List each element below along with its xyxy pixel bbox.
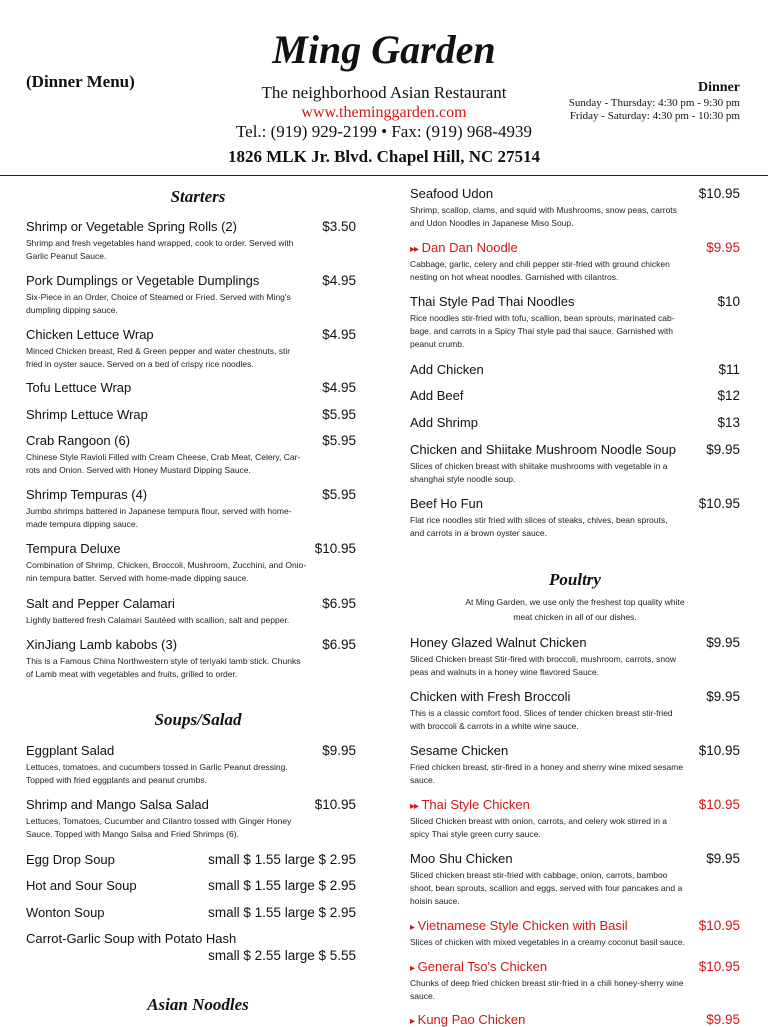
menu-item-price: $3.50 (322, 219, 356, 234)
poultry-heading: Poultry (549, 570, 601, 589)
menu-item-price: $9.95 (706, 240, 740, 255)
menu-item-price: $12 (717, 388, 740, 403)
menu-item-name-spicy: ▸▸ Dan Dan Noodle (410, 240, 518, 255)
menu-item-desc: Cabbage, garlic, celery and chili pepper stir-fried with ground chicken (410, 259, 670, 269)
menu-item-name-spicy: ▸ Vietnamese Style Chicken with Basil (410, 918, 628, 933)
menu-item-desc: Minced Chicken breast, Red & Green pepper and water chestnuts, stir (26, 346, 291, 356)
menu-item-price: $10.95 (698, 496, 740, 511)
menu-item-desc: dumpling dipping sauce. (26, 305, 118, 315)
menu-item-price: small $ 1.55 large $ 2.95 (208, 878, 356, 893)
menu-item-name: Add Beef (410, 388, 464, 403)
menu-item-price: $10.95 (698, 797, 740, 812)
menu-item-name: Sesame Chicken (410, 743, 509, 758)
spicy-chili-icon: ▸ (410, 963, 415, 974)
menu-item-desc: Sliced Chicken breast with onion, carrots, and celery wok stirred in a (410, 816, 668, 826)
menu-item-price: $9.95 (706, 1012, 740, 1027)
menu-item-name: Carrot-Garlic Soup with Potato Hash (26, 931, 237, 946)
menu-item-desc: Slices of chicken breast with shiitake mushrooms with vegetable in a (410, 461, 668, 471)
menu-item-desc: fried in oyster sauce. Served on a bed of crispy rice noodles. (26, 359, 254, 369)
menu-item-desc: made tempura dipping sauce. (26, 519, 138, 529)
menu-item-name: Hot and Sour Soup (26, 878, 137, 893)
hours-title: Dinner (698, 80, 740, 95)
menu-item-desc: Topped with fried eggplants and peanut crumbs. (26, 775, 207, 785)
poultry-note: At Ming Garden, we use only the freshest top quality white (465, 597, 685, 607)
menu-item-price: $4.95 (322, 380, 356, 395)
menu-item-price: $10.95 (698, 918, 740, 933)
menu-label: (Dinner Menu) (26, 72, 135, 91)
menu-item-desc: with broccoli & carrots in a white wine sauce. (410, 721, 579, 731)
menu-item-price: $10.95 (698, 186, 740, 201)
menu-item-name: Moo Shu Chicken (410, 851, 513, 866)
menu-item-name: Eggplant Salad (26, 743, 115, 758)
menu-item-price: $11 (718, 362, 740, 377)
menu-item-name: Seafood Udon (410, 186, 494, 201)
menu-item-desc: hoisin sauce. (410, 896, 460, 906)
menu-item-desc: and carrots in a brown oyster sauce. (410, 528, 548, 538)
menu-item-desc: Sliced Chicken breast Stir-fired with broccoli, mushroom, carrots, snow (410, 654, 676, 664)
menu-item-desc: rots and Onion. Served with Honey Mustard Dipping Sauce. (26, 465, 251, 475)
restaurant-title: Ming Garden (272, 27, 496, 72)
menu-item-name: Pork Dumplings or Vegetable Dumplings (26, 273, 260, 288)
phone-fax: Tel.: (919) 929-2199 • Fax: (919) 968-4939 (235, 122, 533, 141)
menu-item-price: $10.95 (314, 541, 356, 556)
menu-item-name: Shrimp and Mango Salsa Salad (26, 797, 209, 812)
menu-item-price: $10.95 (698, 959, 740, 974)
menu-item-desc: Shrimp and fresh vegetables hand wrapped, cook to order. Served with (26, 238, 294, 248)
menu-item-name-spicy: ▸▸ Thai Style Chicken (410, 797, 530, 812)
menu-item-price: $5.95 (322, 407, 356, 422)
menu-item-desc: spicy Thai style green curry sauce. (410, 829, 541, 839)
menu-item-desc: Fried chicken breast, stir-fired in a honey and sherry wine mixed sesame (410, 762, 684, 772)
menu-item-desc: Combination of Shrimp, Chicken, Broccoli, Mushroom, Zucchini, and Onio- (26, 560, 307, 570)
soups-salad-heading: Soups/Salad (154, 710, 242, 729)
menu-item-desc: and Udon Noodles in Japanese Miso Soup. (410, 218, 574, 228)
spicy-chili-icon: ▸ (410, 922, 415, 933)
menu-item-desc: shanghai style noodle soup. (410, 474, 516, 484)
menu-item-desc: nesting on hot wheat noodles. Garnished with cilantros. (410, 272, 619, 282)
hours-weekday: Sunday - Thursday: 4:30 pm - 9:30 pm (568, 97, 740, 109)
menu-item-desc: sauce. (410, 991, 436, 1001)
tagline: The neighborhood Asian Restaurant (261, 83, 507, 102)
menu-item-name-spicy: ▸ Kung Pao Chicken (410, 1012, 526, 1027)
menu-item-desc: peas and walnuts in a honey wine flavored Sauce. (410, 667, 600, 677)
spicy-chili-icon: ▸▸ (410, 801, 419, 812)
menu-item-price: $13 (717, 415, 740, 430)
menu-item-name: Shrimp Lettuce Wrap (26, 407, 148, 422)
menu-item-desc: Six-Piece in an Order, Choice of Steamed or Fried. Served with Ming's (26, 292, 291, 302)
menu-item-price: small $ 1.55 large $ 2.95 (208, 905, 356, 920)
menu-item-desc: of Lamb meat with vegetables and fruits, grilled to order. (26, 669, 238, 679)
menu-item-price: $6.95 (322, 637, 356, 652)
menu-item-name: Add Chicken (410, 362, 484, 377)
menu-item-desc: This is a Famous China Northwestern style of teriyaki lamb stick. Chunks (26, 656, 301, 666)
menu-item-price: $5.95 (322, 433, 356, 448)
menu-item-price: $10 (717, 294, 740, 309)
menu-item-price: $9.95 (706, 851, 740, 866)
menu-item-desc: Flat rice noodles stir fried with slices of steaks, chives, bean sprouts, (410, 515, 668, 525)
hours-weekend: Friday - Saturday: 4:30 pm - 10:30 pm (569, 110, 740, 122)
menu-item-price: $9.95 (706, 689, 740, 704)
spicy-chili-icon: ▸▸ (410, 244, 419, 255)
menu-item-desc: Chinese Style Ravioli Filled with Cream Cheese, Crab Meat, Celery, Car- (26, 452, 301, 462)
menu-item-desc: Sliced chicken breast stir-fried with cabbage, onion, carrots, bamboo (410, 870, 668, 880)
menu-item-price: $10.95 (698, 743, 740, 758)
menu-item-desc: Lettuces, tomatoes, and cucumbers tossed in Garlic Peanut dressing. (26, 762, 288, 772)
menu-item-price: $10.95 (314, 797, 356, 812)
menu-item-price: small $ 1.55 large $ 2.95 (208, 852, 356, 867)
menu-item-price: $9.95 (706, 635, 740, 650)
menu-item-price: $4.95 (322, 273, 356, 288)
menu-item-name: Tofu Lettuce Wrap (26, 380, 132, 395)
menu-item-price: $5.95 (322, 487, 356, 502)
menu-item-desc: shoot, bean sprouts, scallion and eggs, served with four pancakes and a (410, 883, 683, 893)
menu-item-name: Salt and Pepper Calamari (26, 596, 175, 611)
asian-noodles-heading: Asian Noodles (147, 995, 249, 1014)
menu-item-desc: bage, and carrots in a Spicy Thai style pad thai sauce. Garnished with (410, 326, 674, 336)
menu-item-desc: sauce. (410, 775, 436, 785)
menu-item-name: Beef Ho Fun (410, 496, 483, 511)
menu-item-name: Egg Drop Soup (26, 852, 115, 867)
header-divider (0, 175, 768, 176)
menu-item-name: Thai Style Pad Thai Noodles (410, 294, 575, 309)
menu-item-price: small $ 2.55 large $ 5.55 (208, 948, 356, 963)
menu-item-name: Chicken Lettuce Wrap (26, 327, 154, 342)
menu-item-price: $9.95 (322, 743, 356, 758)
menu-item-name: Shrimp or Vegetable Spring Rolls (2) (26, 219, 237, 234)
poultry-note: meat chicken in all of our dishes. (513, 612, 637, 622)
menu-item-price: $4.95 (322, 327, 356, 342)
menu-item-name-spicy: ▸ General Tso's Chicken (410, 959, 548, 974)
menu-item-desc: Shrimp, scallop, clams, and squid with Mushrooms, snow peas, carrots (410, 205, 677, 215)
menu-item-name: Tempura Deluxe (26, 541, 121, 556)
website-link[interactable]: www.theminggarden.com (301, 104, 467, 121)
menu-item-desc: Chunks of deep fried chicken breast stir-fried in a chili honey-sherry wine (410, 978, 684, 988)
menu-item-desc: Jumbo shrimps battered in Japanese tempura flour, served with home- (26, 506, 292, 516)
spicy-chili-icon: ▸ (410, 1016, 415, 1027)
menu-item-desc: This is a classic comfort food. Slices of tender chicken breast stir-fried (410, 708, 673, 718)
starters-heading: Starters (170, 187, 226, 206)
menu-item-name: Shrimp Tempuras (4) (26, 487, 148, 502)
menu-item-desc: nin tempura batter. Served with home-made dipping sauce. (26, 573, 249, 583)
menu-item-name: XinJiang Lamb kabobs (3) (26, 637, 178, 652)
menu-item-desc: Lettuces, Tomatoes, Cucumber and Cilantro tossed with Ginger Honey (26, 816, 292, 826)
menu-item-desc: peanut crumb. (410, 339, 465, 349)
menu-item-name: Honey Glazed Walnut Chicken (410, 635, 587, 650)
menu-item-name: Add Shrimp (410, 415, 478, 430)
menu-item-name: Wonton Soup (26, 905, 105, 920)
menu-item-desc: Rice noodles stir-fried with tofu, scallion, bean sprouts, marinated cab- (410, 313, 675, 323)
menu-item-desc: Lightly battered fresh Calamari Sautéed with scallion, salt and pepper. (26, 615, 290, 625)
menu-item-price: $9.95 (706, 442, 740, 457)
menu-item-price: $6.95 (322, 596, 356, 611)
menu-item-name: Chicken with Fresh Broccoli (410, 689, 571, 704)
menu-item-name: Chicken and Shiitake Mushroom Noodle Soup (410, 442, 676, 457)
menu-item-desc: Sauce. Topped with Mango Salsa and Fried Shrimps (6). (26, 829, 239, 839)
address: 1826 MLK Jr. Blvd. Chapel Hill, NC 27514 (227, 147, 540, 166)
menu-item-name: Crab Rangoon (6) (26, 433, 131, 448)
menu-item-desc: Garlic Peanut Sauce. (26, 251, 107, 261)
menu-item-desc: Slices of chicken with mixed vegetables in a creamy coconut basil sauce. (410, 937, 685, 947)
